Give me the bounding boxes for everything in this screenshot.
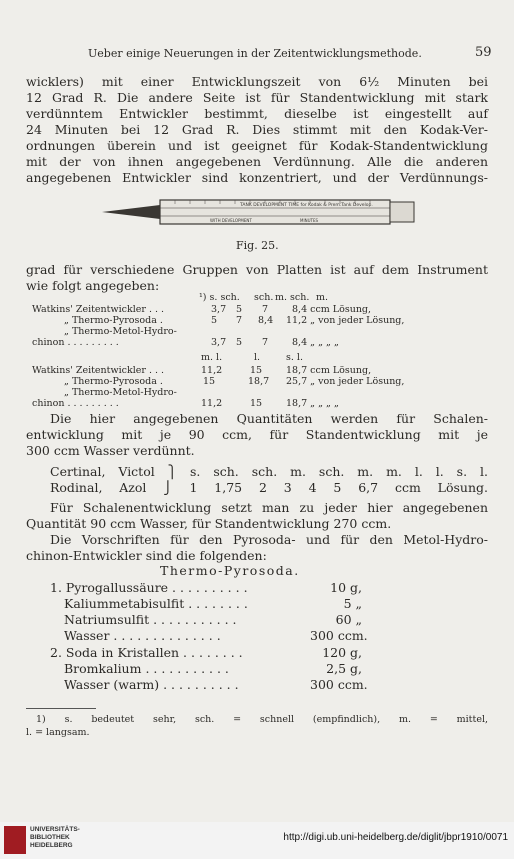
para1-line: angegebenen Entwickler sind konzentriert, und der Verdünnungs- <box>26 170 488 185</box>
library-logo-icon <box>4 826 26 854</box>
recipe-item-label: 1. Pyrogallussäure . . . . . . . . . . <box>50 580 248 595</box>
para2-line: wie folgt angegeben: <box>26 278 160 293</box>
table-cell: 18,7 „ „ „ „ <box>286 398 339 409</box>
table-cell: 18,7 ccm Lösung, <box>286 365 372 376</box>
rule-inscription: WITH DEVELOPMENT <box>210 218 252 223</box>
table-cell: 3,7 <box>211 337 227 348</box>
table-cell: 7 <box>262 304 269 315</box>
rule-pointer <box>102 205 160 219</box>
table-header-cell: m. l. <box>201 352 223 363</box>
table-cell: 5 <box>211 315 218 326</box>
footnote-line: l. = langsam. <box>26 727 90 738</box>
para4-line: Quantität 90 ccm Wasser, für Standentwicklung 270 ccm. <box>26 516 392 531</box>
recipe-item-value: 300 ccm. <box>310 628 368 643</box>
table-cell: 3,7 <box>211 304 227 315</box>
library-name: UNIVERSITÄTS- BIBLIOTHEK HEIDELBERG <box>30 826 80 849</box>
para1-line: verdünntem Entwickler bestimmt, dieselbe ist eingestellt auf <box>26 106 488 121</box>
para1-line: 12 Grad R. Die andere Seite ist für Standentwicklung mit stark <box>26 90 488 105</box>
para1-line: 24 Minuten bei 12 Grad R. Dies stimmt mit den Kodak-Ver- <box>26 122 488 137</box>
table-row-label: Watkins' Zeitentwickler . . . <box>32 365 165 376</box>
recipe-item-value: 300 ccm. <box>310 677 368 692</box>
recipe-item-value: 60 „ <box>335 612 362 627</box>
table-cell: 7 <box>262 337 269 348</box>
para1-line: wicklers) mit einer Entwicklungszeit von 6½ Minuten bei <box>26 74 488 89</box>
footnote-line: 1) s. bedeutet sehr, sch. = schnell (empfindlich), m. = mittel, <box>36 714 488 725</box>
recipe-item-value: 2,5 g, <box>326 661 362 676</box>
table-row-label: chinon . . . . . . . . . <box>32 398 119 409</box>
recipe-item-label: Kaliummetabisulfit . . . . . . . . <box>64 596 248 611</box>
table-cell: 25,7 „ von jeder Lösung, <box>286 376 405 387</box>
figure-caption: Fig. 25. <box>236 239 279 252</box>
table-cell: 11,2 <box>201 398 223 409</box>
recipe-item-label: Wasser . . . . . . . . . . . . . . <box>64 628 221 643</box>
table-header-cell: ¹) s. sch. <box>199 292 240 303</box>
para4-line: chinon-Entwickler sind die folgenden: <box>26 548 267 563</box>
para3-line: entwicklung mit je 90 ccm, für Standentwicklung mit je <box>26 427 488 442</box>
recipe-item-label: Wasser (warm) . . . . . . . . . . <box>64 677 239 692</box>
recipe-item-label: 2. Soda in Kristallen . . . . . . . . <box>50 645 243 660</box>
table-row-label: „ Thermo-Pyrosoda . <box>64 376 163 387</box>
source-url-link[interactable]: http://digi.ub.uni-heidelberg.de/diglit/jbpr1910/0071 <box>283 832 508 843</box>
table-row-label: „ Thermo-Metol-Hydro- <box>64 387 177 398</box>
table-cell: 15 <box>250 365 263 376</box>
table-cell: 15 <box>203 376 216 387</box>
table-cell: 11,2 <box>201 365 223 376</box>
table-header-cell: s. l. <box>286 352 303 363</box>
table-header-cell: l. <box>254 352 261 363</box>
table-header-cell: m. sch. <box>275 292 310 303</box>
table-cell: 8,4 „ „ „ „ <box>292 337 339 348</box>
recipe-item-value: 10 g, <box>330 580 362 595</box>
table-cell: 7 <box>236 315 243 326</box>
recipe-item-value: 5 „ <box>343 596 362 611</box>
table-row-label: Watkins' Zeitentwickler . . . <box>32 304 165 315</box>
para4-line: Die Vorschriften für den Pyrosoda- und für den Metol-Hydro- <box>50 532 488 547</box>
rule-inscription: MINUTES <box>300 218 319 223</box>
recipe-item-label: Bromkalium . . . . . . . . . . . <box>64 661 229 676</box>
table-row-label: „ Thermo-Metol-Hydro- <box>64 326 177 337</box>
rule-end-cap <box>390 202 414 222</box>
table-cell: 15 <box>250 398 263 409</box>
slide-rule-figure <box>100 192 420 232</box>
table-header-cell: m. <box>316 292 329 303</box>
recipe-item-value: 120 g, <box>322 645 362 660</box>
table-cell: 11,2 „ von jeder Lösung, <box>286 315 405 326</box>
rodinal-line: Rodinal, Azol ⎭ 1 1,75 2 3 4 5 6,7 ccm Lösung. <box>50 480 488 495</box>
table-cell: 8,4 ccm Lösung, <box>292 304 372 315</box>
para3-line: 300 ccm Wasser verdünnt. <box>26 443 195 458</box>
recipe-title: Thermo-Pyrosoda. <box>160 563 300 578</box>
table-cell: 5 <box>236 304 243 315</box>
para2-line: grad für verschiedene Gruppen von Platten ist auf dem Instrument <box>26 262 488 277</box>
certinal-line: Certinal, Victol ⎫ s. sch. sch. m. sch. m. m. l. l. s. l. <box>50 464 488 479</box>
para1-line: mit der von ihnen angegebenen Verdünnung. Alle die anderen <box>26 154 488 169</box>
table-cell: 18,7 <box>248 376 270 387</box>
footnote-rule <box>26 708 96 709</box>
table-row-label: „ Thermo-Pyrosoda . <box>64 315 163 326</box>
table-cell: 8,4 <box>258 315 274 326</box>
para3-line: Die hier angegebenen Quantitäten werden für Schalen- <box>50 411 488 426</box>
table-cell: 5 <box>236 337 243 348</box>
para4-line: Für Schalenentwicklung setzt man zu jeder hier angegebenen <box>50 500 488 515</box>
rule-inscription: TANK DEVELOPMENT TIME for Kodak & Prem.Tank Develop. <box>240 203 373 208</box>
para1-line: ordnungen überein und ist geeignet für Kodak-Standentwicklung <box>26 138 488 153</box>
table-header-cell: sch. <box>254 292 274 303</box>
running-header: Ueber einige Neuerungen in der Zeitentwicklungsmethode. <box>88 47 422 60</box>
page-number: 59 <box>475 45 492 60</box>
recipe-item-label: Natriumsulfit . . . . . . . . . . . <box>64 612 237 627</box>
table-row-label: chinon . . . . . . . . . <box>32 337 119 348</box>
